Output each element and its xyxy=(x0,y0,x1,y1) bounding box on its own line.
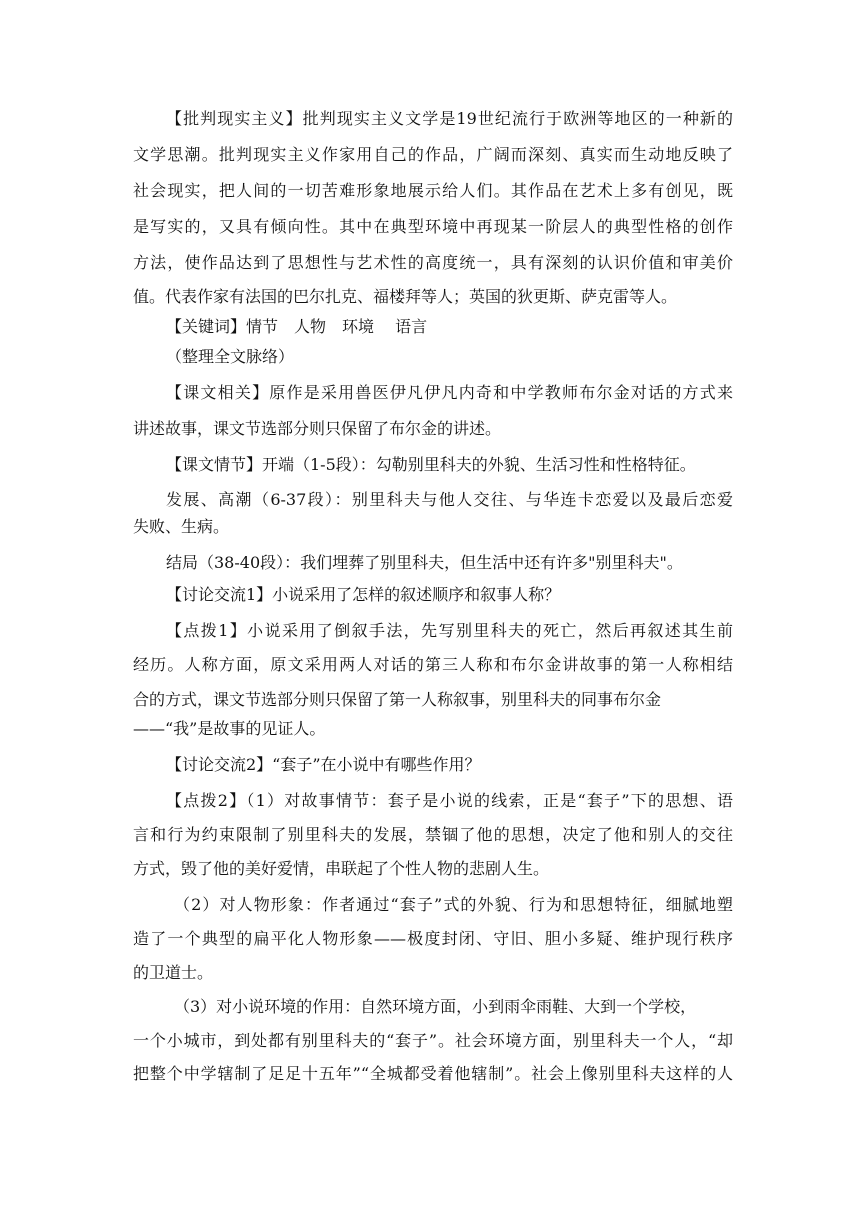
text-line: 方式，毁了他的美好爱情，串联起了个性人物的悲剧人生。 xyxy=(133,859,550,878)
text-line: 【课文相关】原作是采用兽医伊凡伊凡内奇和中学教师布尔金对话的方式来 xyxy=(166,383,733,402)
text-line: （3）对小说环境的作用：自然环境方面，小到雨伞雨鞋、大到一个学校， xyxy=(174,997,697,1016)
text-line: 值。代表作家有法国的巴尔扎克、福楼拜等人；英国的狄更斯、萨克雷等人。 xyxy=(133,287,678,306)
text-line: 发展、高潮（6-37段）：别里科夫与他人交往、与华连卡恋爱以及最后恋爱 xyxy=(166,490,733,509)
text-line: 【点拨1】小说采用了倒叙手法，先写别里科夫的死亡，然后再叙述其生前 xyxy=(166,621,733,640)
text-line: 【关键词】情节 人物 环境 语言 xyxy=(166,317,428,336)
text-line: 失败、生病。 xyxy=(133,517,230,536)
text-line: 合的方式，课文节选部分则只保留了第一人称叙事，别里科夫的同事布尔金 xyxy=(133,690,662,709)
text-line: 造了一个典型的扁平化人物形象——极度封闭、守旧、胆小多疑、维护现行秩序 xyxy=(133,929,733,948)
text-line: 【讨论交流2】“套子”在小说中有哪些作用？ xyxy=(166,755,481,774)
text-line: 【批判现实主义】批判现实主义文学是19世纪流行于欧洲等地区的一种新的 xyxy=(166,109,733,128)
text-line: 经历。人称方面，原文采用两人对话的第三人称和布尔金讲故事的第一人称相结 xyxy=(133,655,733,674)
text-line: 言和行为约束限制了别里科夫的发展，禁锢了他的思想，决定了他和别人的交往 xyxy=(133,825,733,844)
text-line: 【讨论交流1】小说采用了怎样的叙述顺序和叙事人称？ xyxy=(166,585,561,604)
text-line: 一个小城市，到处都有别里科夫的“套子”。社会环境方面，别里科夫一个人，“却 xyxy=(133,1031,733,1050)
text-line: 方法，使作品达到了思想性与艺术性的高度统一，具有深刻的认识价值和审美价 xyxy=(133,253,733,272)
text-line: 结局（38-40段）：我们埋葬了别里科夫，但生活中还有许多"别里科夫"。 xyxy=(166,553,683,572)
text-line: 文学思潮。批判现实主义作家用自己的作品，广阔而深刻、真实而生动地反映了 xyxy=(133,145,733,164)
text-line: 【点拨2】（1）对故事情节：套子是小说的线索，正是“套子”下的思想、语 xyxy=(166,791,733,810)
text-line: 把整个中学辖制了足足十五年”“全城都受着他辖制”。社会上像别里科夫这样的人 xyxy=(133,1064,733,1083)
text-line: 讲述故事，课文节选部分则只保留了布尔金的讲述。 xyxy=(133,419,502,438)
text-line: 是写实的，又具有倾向性。其中在典型环境中再现某一阶层人的典型性格的创作 xyxy=(133,217,733,236)
text-line: 社会现实，把人间的一切苦难形象地展示给人们。其作品在艺术上多有创见，既 xyxy=(133,181,733,200)
text-line: 【课文情节】开端（1-5段）：勾勒别里科夫的外貌、生活习性和性格特征。 xyxy=(166,455,696,474)
text-line: ——“我”是故事的见证人。 xyxy=(133,719,326,738)
text-line: 的卫道士。 xyxy=(133,963,214,982)
text-line: （2）对人物形象：作者通过“套子”式的外貌、行为和思想特征，细腻地塑 xyxy=(174,895,733,914)
text-line: （整理全文脉络） xyxy=(166,347,295,366)
